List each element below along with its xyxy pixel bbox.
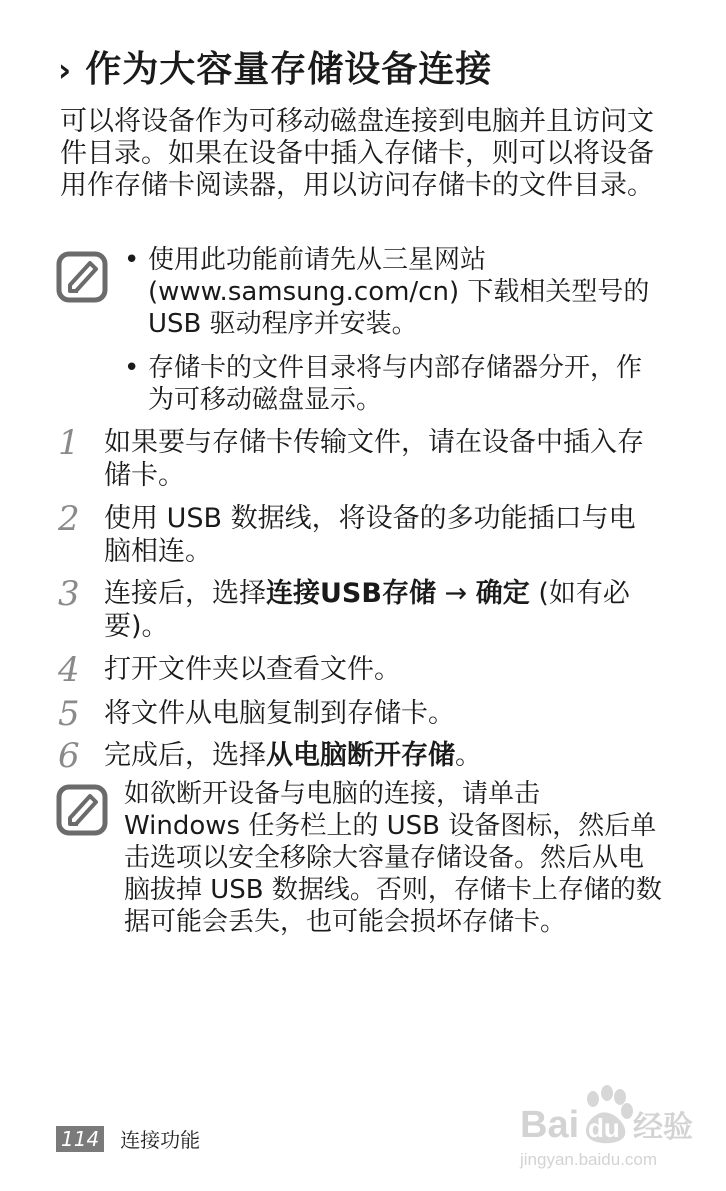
step-text xyxy=(104,577,658,643)
page-number: 114 xyxy=(56,1126,104,1152)
step-4 xyxy=(58,650,658,690)
list-item xyxy=(124,244,664,340)
step-number: 1 xyxy=(58,423,80,463)
step-number: 4 xyxy=(58,650,80,690)
step-6 xyxy=(58,736,658,776)
page-title: 作为大容量存储设备连接 xyxy=(85,49,493,90)
note-icon xyxy=(56,784,108,836)
intro-paragraph: 可以将设备作为可移动磁盘连接到电脑并且访问文件目录。如果在设备中插入存储卡，则可以将设备用作存储卡阅读器，用以访问存储卡的文件目录。 xyxy=(60,106,654,201)
step-text-pre: 完成后，选择 xyxy=(104,740,266,771)
step-number: 5 xyxy=(58,694,80,734)
arrow-icon: → xyxy=(435,578,476,609)
step-text xyxy=(104,739,482,773)
svg-text:du: du xyxy=(588,1113,620,1143)
step-number: 3 xyxy=(58,574,80,614)
baidu-watermark-logo xyxy=(490,1085,710,1175)
step-text: 打开文件夹以查看文件。 xyxy=(104,654,401,685)
section-heading xyxy=(58,49,493,90)
menu-path-confirm: 确定 xyxy=(475,578,530,609)
bullet-icon: • xyxy=(124,353,140,383)
menu-path-usb-storage: 连接USB存储 xyxy=(266,578,436,609)
step-text-pre: 连接后，选择 xyxy=(104,578,266,609)
step-5 xyxy=(58,694,658,734)
svg-text:jingyan.baidu.com: jingyan.baidu.com xyxy=(520,1150,658,1169)
step-2 xyxy=(58,499,658,568)
step-1 xyxy=(58,423,658,492)
section-name: 连接功能 xyxy=(120,1128,201,1152)
step-text-post: 。 xyxy=(455,740,482,771)
step-3 xyxy=(58,574,658,643)
bullet-icon: • xyxy=(124,245,140,275)
note-bullet-text: 使用此功能前请先从三星网站 (www.samsung.com/cn) 下载相关型号的 USB 驱动程序并安装。 xyxy=(148,245,650,339)
note-bullet-list xyxy=(124,244,664,428)
note-bullet-text: 存储卡的文件目录将与内部存储器分开，作为可移动磁盘显示。 xyxy=(148,353,643,415)
list-item xyxy=(124,352,664,416)
step-number: 6 xyxy=(58,736,80,776)
step-number: 2 xyxy=(58,499,80,539)
note-icon xyxy=(56,251,108,303)
step-text: 如果要与存储卡传输文件，请在设备中插入存储卡。 xyxy=(104,427,644,491)
menu-path-disconnect: 从电脑断开存储 xyxy=(266,740,455,771)
note-text: 如欲断开设备与电脑的连接，请单击 Windows 任务栏上的 USB 设备图标，然后单击选项以安全移除大容量存储设备。然后从电脑拔掉 USB 数据线。否则，存储卡上存储的数据可能会丢失，也可能会损坏存储卡。 xyxy=(124,779,662,937)
svg-text:经验: 经验 xyxy=(633,1110,693,1145)
svg-text:Bai: Bai xyxy=(520,1104,580,1146)
step-text-post: (如有必要)。 xyxy=(104,578,630,642)
chevron-icon: › xyxy=(58,51,72,89)
step-text: 将文件从电脑复制到存储卡。 xyxy=(104,698,455,729)
step-text: 使用 USB 数据线，将设备的多功能插口与电脑相连。 xyxy=(104,503,636,567)
page-footer xyxy=(56,1124,200,1153)
